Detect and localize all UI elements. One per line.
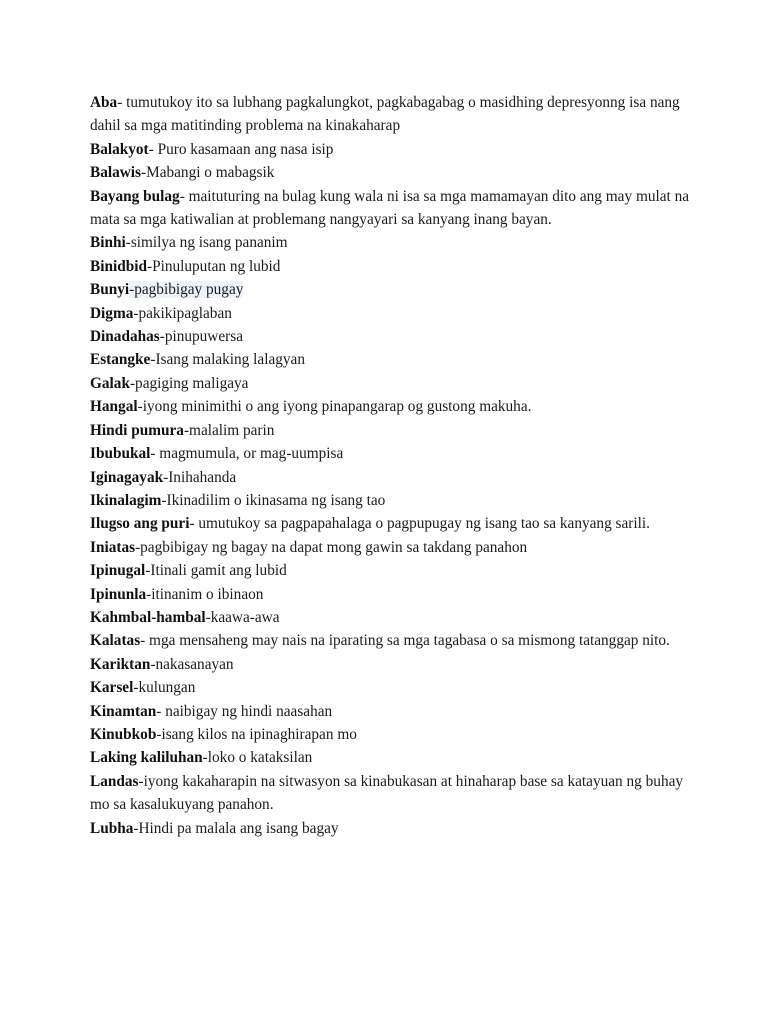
- glossary-term: Balawis: [90, 164, 141, 182]
- glossary-entry: [90, 372, 690, 395]
- glossary-term: Bunyi: [90, 281, 130, 299]
- glossary-term: Hangal: [90, 398, 138, 416]
- glossary-term: Binhi: [90, 234, 126, 252]
- glossary-term: Ipinunla: [90, 585, 147, 603]
- glossary-definition: -iyong minimithi o ang iyong pinapangarap og gustong makuha.: [137, 398, 532, 416]
- glossary-definition: -kaawa-awa: [205, 608, 280, 626]
- glossary-entry: [90, 512, 690, 535]
- glossary-entry: [90, 255, 690, 278]
- glossary-entry: [90, 442, 690, 465]
- glossary-term: Hindi pumura: [90, 421, 184, 439]
- glossary-entry: [90, 489, 690, 512]
- glossary-entry: [90, 770, 690, 817]
- glossary-entry: [90, 161, 690, 184]
- glossary-entry: [90, 419, 690, 442]
- glossary-definition: -Pinuluputan ng lubid: [146, 257, 281, 275]
- glossary-term: Ilugso ang puri: [90, 515, 190, 533]
- glossary-definition: -pinupuwersa: [159, 328, 243, 346]
- glossary-definition: - umutukoy sa pagpapahalaga o pagpupugay ng isang tao sa kanyang sarili.: [189, 515, 650, 533]
- glossary-definition: -iyong kakaharapin na sitwasyon sa kinabukasan at hinaharap base sa katayuan ng buhay mo sa kasalukuyang panahon.: [90, 772, 684, 814]
- glossary-document: [90, 91, 690, 840]
- glossary-definition: - maituturing na bulag kung wala ni isa sa mga mamamayan dito ang may mulat na mata sa mga katiwalian at problemang nangyayari sa kanyang inang bayan.: [90, 187, 690, 229]
- glossary-definition: -nakasanayan: [150, 655, 234, 673]
- glossary-definition: -itinanim o ibinaon: [146, 585, 264, 603]
- glossary-definition: -Mabangi o mabagsik: [141, 164, 275, 182]
- glossary-entry: [90, 325, 690, 348]
- glossary-definition: - tumutukoy ito sa lubhang pagkalungkot, pagkabagabag o masidhing depresyonng isa nang dahil sa mga matitinding problema na kinakaharap: [90, 94, 680, 135]
- glossary-entry: [90, 91, 690, 138]
- glossary-term: Ipinugal: [90, 562, 146, 580]
- glossary-entry: [90, 559, 690, 582]
- glossary-definition: -Ikinadilim o ikinasama ng isang tao: [161, 491, 386, 509]
- glossary-definition: -kulungan: [133, 679, 196, 697]
- glossary-entry: [90, 185, 690, 232]
- glossary-definition: - Puro kasamaan ang nasa isip: [148, 140, 334, 158]
- glossary-term: Iginagayak: [90, 468, 164, 486]
- glossary-entry: [90, 700, 690, 723]
- glossary-definition: -Isang malaking lalagyan: [150, 351, 305, 369]
- glossary-term: Laking kaliluhan: [90, 749, 203, 767]
- glossary-entry: [90, 746, 690, 769]
- glossary-term: Binidbid: [90, 257, 147, 275]
- glossary-definition: - magmumula, or mag-uumpisa: [150, 445, 344, 463]
- glossary-entry: [90, 278, 690, 301]
- glossary-definition: - naibigay ng hindi naasahan: [156, 702, 333, 720]
- glossary-term: Kalatas: [90, 632, 141, 650]
- glossary-term: Balakyot: [90, 140, 149, 158]
- glossary-entry: [90, 138, 690, 161]
- glossary-entry: [90, 629, 690, 652]
- glossary-definition: -pakikipaglaban: [133, 304, 232, 322]
- glossary-term: Dinadahas: [90, 328, 160, 346]
- glossary-entry: [90, 536, 690, 559]
- glossary-term: Iniatas: [90, 538, 136, 556]
- glossary-term: Galak: [90, 374, 130, 392]
- glossary-entry: [90, 817, 690, 840]
- glossary-entry: [90, 466, 690, 489]
- glossary-definition: -pagbibigay pugay: [129, 281, 244, 299]
- glossary-definition: -pagiging maligaya: [129, 374, 249, 392]
- glossary-entry: [90, 395, 690, 418]
- glossary-term: Aba: [90, 94, 118, 111]
- glossary-term: Karsel: [90, 679, 134, 697]
- glossary-term: Kinamtan: [90, 702, 157, 720]
- glossary-term: Ikinalagim: [90, 491, 162, 509]
- glossary-term: Digma: [90, 304, 134, 322]
- glossary-definition: - mga mensaheng may nais na iparating sa mga tagabasa o sa mismong tatanggap nito.: [140, 632, 670, 650]
- glossary-definition: -isang kilos na ipinaghirapan mo: [156, 725, 357, 743]
- glossary-term: Kariktan: [90, 655, 151, 673]
- glossary-entry: [90, 606, 690, 629]
- glossary-entry: [90, 231, 690, 254]
- glossary-definition: -pagbibigay ng bagay na dapat mong gawin sa takdang panahon: [135, 538, 528, 556]
- glossary-term: Landas: [90, 772, 139, 790]
- glossary-definition: -malalim parin: [183, 421, 275, 439]
- glossary-term: Estangke: [90, 351, 151, 369]
- glossary-entry: [90, 583, 690, 606]
- glossary-entry: [90, 653, 690, 676]
- glossary-entry: [90, 348, 690, 371]
- glossary-term: Ibubukal: [90, 445, 151, 463]
- glossary-entry: [90, 302, 690, 325]
- glossary-entry: [90, 723, 690, 746]
- glossary-term: Lubha: [90, 819, 134, 837]
- glossary-entry: [90, 676, 690, 699]
- glossary-definition: -loko o kataksilan: [202, 749, 313, 767]
- glossary-definition: -similya ng isang pananim: [125, 234, 288, 252]
- glossary-term: Kinubkob: [90, 725, 157, 743]
- glossary-definition: -Inihahanda: [163, 468, 237, 486]
- glossary-term: Kahmbal-hambal: [90, 608, 206, 626]
- glossary-definition: -Itinali gamit ang lubid: [145, 562, 287, 580]
- glossary-term: Bayang bulag: [90, 187, 180, 205]
- glossary-definition: -Hindi pa malala ang isang bagay: [133, 819, 339, 837]
